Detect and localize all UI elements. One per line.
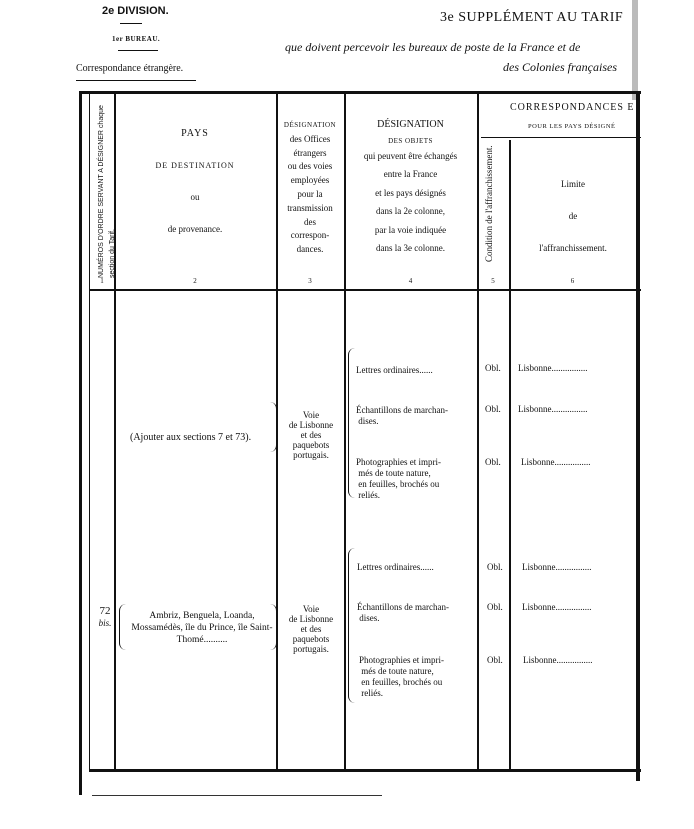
col5-header: Condition de l'affranchissement. bbox=[484, 145, 494, 262]
col3-line: pour la bbox=[297, 188, 323, 199]
col3-line: correspon- bbox=[290, 230, 330, 241]
section1-item1-condition: Obl. bbox=[485, 363, 501, 373]
route-line: paquebots bbox=[292, 440, 330, 450]
section2-item3-objet: Photographies et impri- més de toute nature, en feuilles, brochés ou reliés. bbox=[359, 655, 444, 698]
col-number-4: 4 bbox=[408, 277, 413, 285]
route-line: portugais. bbox=[293, 450, 329, 460]
section1-route bbox=[278, 410, 344, 460]
col1-border bbox=[89, 94, 90, 772]
section2-country-brace-right bbox=[270, 604, 277, 650]
col4-line: DÉSIGNATION bbox=[377, 119, 444, 130]
col2-header bbox=[114, 128, 276, 234]
col3-header bbox=[276, 119, 344, 257]
page-subtitle-1: que doivent percevoir les bureaux de poste de la France et de bbox=[285, 40, 581, 54]
service-label: Correspondance étrangère. bbox=[76, 63, 184, 74]
col4-line: qui peuvent être échangés bbox=[363, 150, 458, 161]
section1-country-brace bbox=[270, 402, 277, 452]
route-line: de Lisbonne bbox=[288, 614, 334, 624]
col6-header bbox=[510, 168, 636, 264]
section2-item3-limite: Lisbonne................ bbox=[523, 655, 593, 665]
col2-line3: ou bbox=[190, 192, 200, 202]
group-header: CORRESPONDANCES E bbox=[510, 102, 635, 113]
route-line: et des bbox=[300, 430, 322, 440]
bureau-label: 1er BUREAU. bbox=[112, 35, 161, 43]
table-left-border bbox=[79, 91, 82, 795]
section1-items-brace bbox=[348, 348, 355, 498]
bottom-margin-rule bbox=[92, 795, 382, 796]
section2-country: Ambriz, Benguela, Loanda, Mossamédès, île du Prince, île Saint-Thomé.......... bbox=[131, 611, 273, 645]
section1-item3-limite: Lisbonne................ bbox=[521, 457, 591, 467]
section1-item2-objet: Échantillons de marchan- dises. bbox=[356, 405, 448, 426]
route-line: et des bbox=[300, 624, 322, 634]
page-title: 3e SUPPLÉMENT AU TARIF bbox=[440, 10, 624, 25]
table-top-rule bbox=[79, 91, 641, 94]
section2-items-brace bbox=[348, 548, 355, 703]
col3-line: transmission bbox=[287, 202, 333, 213]
col-number-3: 3 bbox=[308, 277, 312, 285]
section1-item3-condition: Obl. bbox=[485, 457, 501, 467]
group-header-rule bbox=[481, 137, 641, 138]
col2-line4: de provenance. bbox=[167, 224, 223, 234]
col4-line: dans la 3e colonne. bbox=[376, 243, 445, 253]
col3-line: des bbox=[304, 216, 316, 227]
col-number-6: 6 bbox=[570, 277, 575, 285]
col6-line: l'affranchissement. bbox=[539, 243, 607, 253]
route-line: Voie bbox=[302, 410, 320, 420]
section2-number-value: 72 bbox=[99, 605, 111, 617]
col4-line: par la voie indiquée bbox=[374, 224, 447, 235]
col6-line: Limite bbox=[561, 179, 585, 189]
col3-line: employées bbox=[290, 175, 330, 186]
col3-line: dances. bbox=[296, 244, 324, 255]
section1-item2-condition: Obl. bbox=[485, 404, 501, 414]
section2-item1-limite: Lisbonne................ bbox=[522, 562, 592, 572]
table-bottom-rule bbox=[90, 769, 641, 772]
section1-item1-limite: Lisbonne................ bbox=[518, 363, 588, 373]
section1-country: (Ajouter aux sections 7 et 73). bbox=[130, 432, 252, 443]
route-line: portugais. bbox=[293, 644, 329, 654]
col-number-1: 1 bbox=[100, 277, 104, 285]
col3-line: des Offices bbox=[289, 133, 331, 144]
col3-line: ou des voies bbox=[287, 161, 333, 172]
group-subheader: POUR LES PAYS DÉSIGNÉ bbox=[528, 123, 616, 130]
col1-header: NUMÉROS D'ORDRE SERVANT A DÉSIGNER chaque section du Tarif. bbox=[98, 105, 116, 278]
section2-number bbox=[95, 605, 115, 629]
col-number-5: 5 bbox=[491, 277, 495, 285]
section2-number-suffix: bis. bbox=[98, 618, 112, 628]
section2-item2-limite: Lisbonne................ bbox=[522, 602, 592, 612]
section2-country-brace bbox=[119, 604, 126, 650]
col3-line: étrangers bbox=[293, 147, 327, 158]
section1-item2-limite: Lisbonne................ bbox=[518, 404, 588, 414]
col2-line2: DE DESTINATION bbox=[155, 161, 235, 170]
header-bottom-rule bbox=[90, 289, 641, 291]
right-edge bbox=[636, 91, 640, 781]
section1-item1-objet: Lettres ordinaires...... bbox=[356, 365, 433, 375]
col2-title: PAYS bbox=[181, 128, 209, 139]
section2-route bbox=[278, 604, 344, 654]
page-subtitle-2: des Colonies françaises bbox=[503, 60, 617, 74]
division-label: 2e DIVISION. bbox=[102, 5, 169, 17]
section2-item3-condition: Obl. bbox=[487, 655, 503, 665]
section2-item1-objet: Lettres ordinaires...... bbox=[357, 562, 434, 572]
col4-line: DES OBJETS bbox=[388, 136, 433, 145]
section1-item3-objet: Photographies et impri- més de toute nature, en feuilles, brochés ou reliés. bbox=[356, 457, 441, 500]
col-number-2: 2 bbox=[193, 277, 197, 285]
section2-item2-objet: Échantillons de marchan- dises. bbox=[357, 602, 449, 623]
col4-line: entre la France bbox=[383, 169, 438, 179]
section2-item1-condition: Obl. bbox=[487, 562, 503, 572]
route-line: paquebots bbox=[292, 634, 330, 644]
col6-line: de bbox=[568, 211, 578, 221]
col4-line: et les pays désignés bbox=[375, 187, 446, 198]
col3-line: DÉSIGNATION bbox=[283, 121, 337, 129]
col4-header bbox=[344, 116, 477, 258]
section2-item2-condition: Obl. bbox=[487, 602, 503, 612]
col4-line: dans la 2e colonne, bbox=[376, 206, 445, 216]
route-line: de Lisbonne bbox=[288, 420, 334, 430]
route-line: Voie bbox=[302, 604, 320, 614]
